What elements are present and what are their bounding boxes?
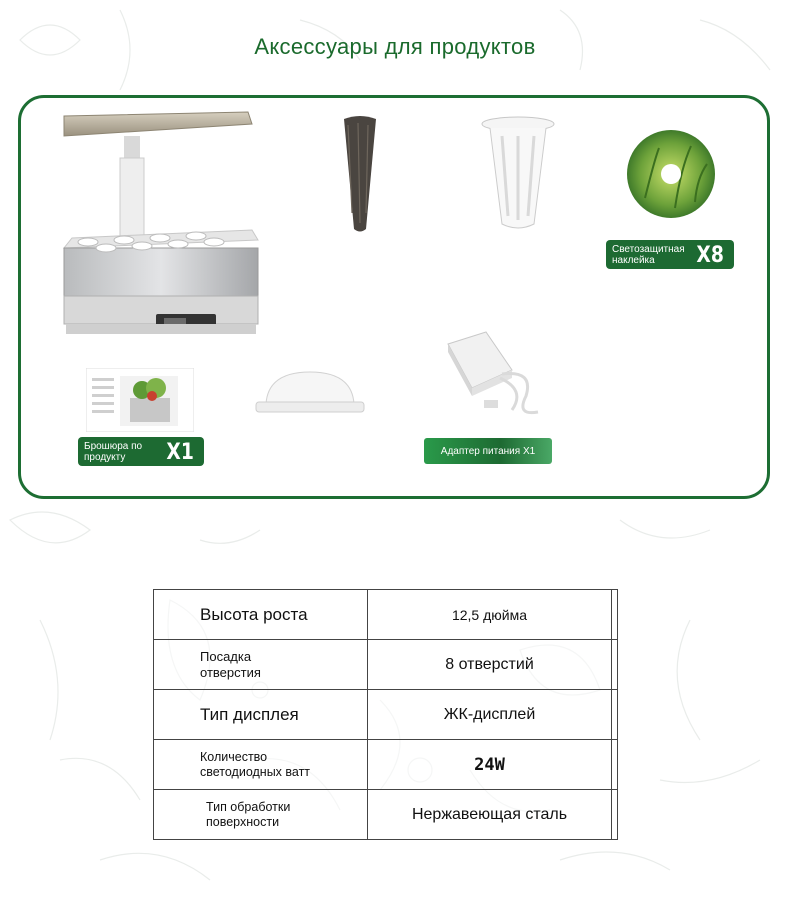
brochure-label-badge — [78, 437, 204, 466]
planting-basket-image — [480, 116, 556, 234]
adapter-label: Адаптер питания X1 — [424, 438, 552, 464]
light-shield-sticker-image — [625, 128, 717, 220]
table-row — [154, 590, 618, 640]
spec-table — [153, 589, 618, 840]
table-row — [154, 640, 618, 690]
humidity-dome-image — [254, 368, 366, 416]
sticker-label: Светозащитная наклейка — [612, 243, 685, 266]
table-row — [154, 790, 618, 840]
spec-name: Количество светодиодных ватт — [154, 740, 368, 790]
table-row — [154, 690, 618, 740]
spec-value: ЖК-дисплей — [368, 690, 612, 740]
spec-value: 8 отверстий — [368, 640, 612, 690]
table-row — [154, 740, 618, 790]
grow-sponge-image — [340, 113, 380, 235]
brochure-image — [86, 368, 194, 432]
spec-value: 12,5 дюйма — [368, 590, 612, 640]
brochure-label: Брошюра по продукту — [84, 440, 143, 463]
sticker-count: X8 — [696, 243, 724, 268]
page-title: Аксессуары для продуктов — [254, 34, 536, 59]
spec-name: Тип дисплея — [154, 690, 368, 740]
spec-name: Высота роста — [154, 590, 368, 640]
spec-value: Нержавеющая сталь — [368, 790, 612, 840]
spec-value: 24W — [368, 740, 612, 790]
spec-name: Тип обработки поверхности — [154, 790, 368, 840]
smart-garden-device-image — [52, 108, 262, 353]
spec-name: Посадка отверстия — [154, 640, 368, 690]
power-adapter-image — [442, 330, 554, 422]
brochure-count: X1 — [166, 440, 194, 465]
sticker-label-badge — [606, 240, 734, 269]
